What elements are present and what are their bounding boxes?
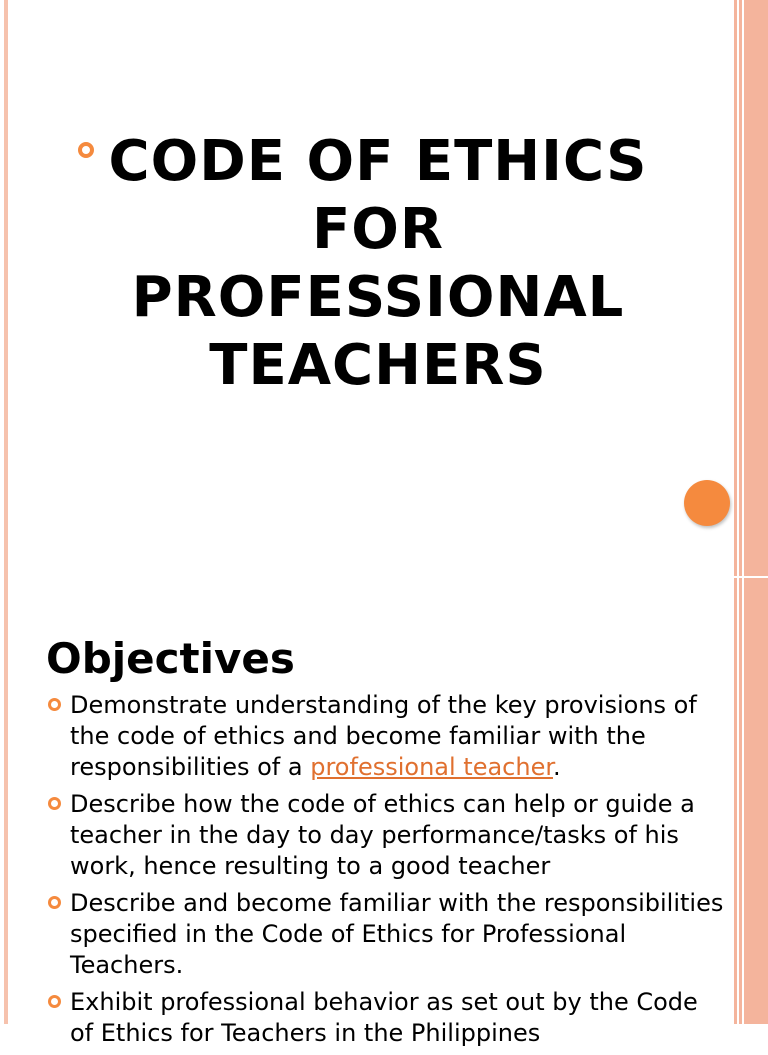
objective-text-4: Exhibit professional behavior as set out by the Code of Ethics for Teachers in the Philippines — [70, 988, 698, 1047]
bullet-icon — [48, 995, 61, 1008]
objective-text-1b: . — [553, 753, 561, 781]
right-stripe-1 — [734, 0, 737, 1024]
slide-1-title-block — [78, 128, 678, 400]
bullet-icon — [48, 698, 61, 711]
list-item — [46, 987, 726, 1049]
right-stripe-2 — [739, 0, 742, 1024]
right-stripe-3 — [744, 0, 768, 1024]
orange-circle-decoration — [684, 480, 730, 526]
slide-title — [78, 128, 678, 400]
list-item — [46, 789, 726, 882]
objective-text-2: Describe how the code of ethics can help or guide a teacher in the day to day performance/tasks of his work, hence resulting to a good teacher — [70, 790, 695, 880]
objective-text-1a: Demonstrate understanding of the key provisions of the code of ethics and become familiar with the responsibilities of a — [70, 691, 697, 781]
objectives-list — [46, 690, 726, 1055]
title-line-3: PROFESSIONAL — [131, 265, 625, 330]
title-line-1: CODE OF ETHICS — [108, 129, 648, 194]
title-bullet-icon — [78, 142, 94, 158]
slide-separator — [734, 576, 768, 578]
objectives-heading: Objectives — [46, 634, 295, 683]
objective-text-3: Describe and become familiar with the responsibilities specified in the Code of Ethics for Professional Teachers. — [70, 889, 724, 979]
left-border — [4, 0, 8, 1024]
professional-teacher-link[interactable]: professional teacher — [310, 753, 553, 781]
list-item — [46, 690, 726, 783]
right-decorative-band — [734, 0, 768, 1024]
bullet-icon — [48, 797, 61, 810]
title-line-2: FOR — [312, 197, 444, 262]
title-line-4: TEACHERS — [209, 333, 547, 398]
bullet-icon — [48, 896, 61, 909]
list-item — [46, 888, 726, 981]
